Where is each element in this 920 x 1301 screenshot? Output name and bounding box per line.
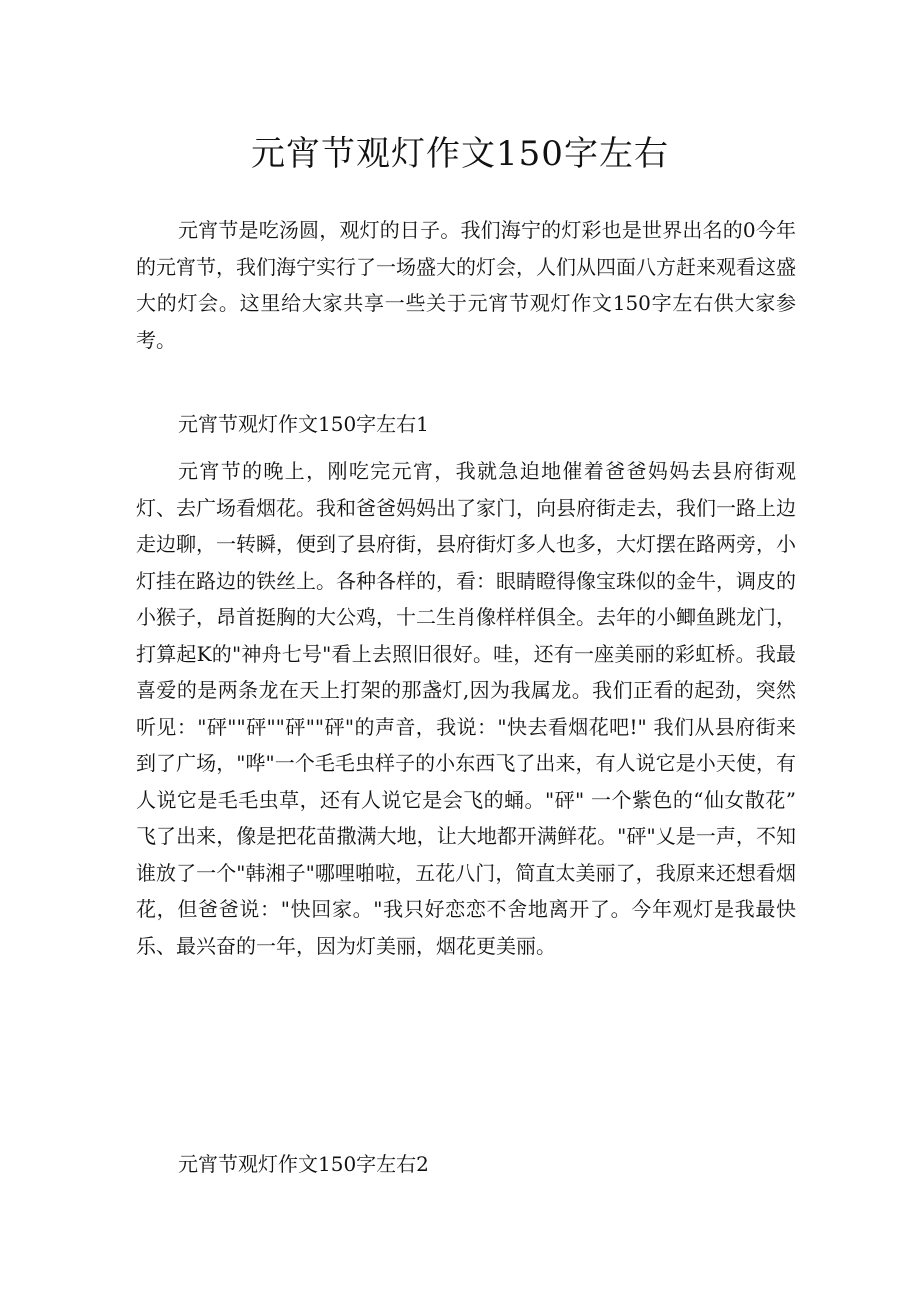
document-title: 元宵节观灯作文150字左右 [251,134,669,174]
section-heading-1: 元宵节观灯作文150字左右1 [178,412,429,436]
essay-1-paragraph: 元宵节的晚上，刚吃完元宵，我就急迫地催着爸爸妈妈去县府街观灯、去广场看烟花。我和爸爸妈妈出了家门，向县府街走去，我们一路上边走边聊，一转瞬，便到了县府街，县府街灯多人也多，大灯摆在路两旁，小灯挂在路边的铁丝上。各种各样的，看：眼睛瞪得像宝珠似的金牛，调皮的小猴子，昂首挺胸的大公鸡，十二生肖像样样俱全。去年的小鲫鱼跳龙门，打算起K的"神舟七号"看上去照旧很好。哇，还有一座美丽的彩虹桥。我最喜爱的是两条龙在天上打架的那盏灯,因为我属龙。我们正看的起劲，突然听见："砰""砰""砰""砰"的声音，我说："快去看烟花吧!" 我们从县府街来到了广场，"哗"一个毛毛虫样子的小东西飞了出来，有人说它是小天使，有人说它是毛毛虫草，还有人说它是会飞的蛹。"砰" 一个紫色的“仙女散花” 飞了出来，像是把花苗撒满大地，让大地都开满鲜花。"砰"乂是一声，不知谁放了一个"韩湘子"哪哩啪啦，五花八门，简直太美丽了，我原来还想看烟花，但爸爸说："快回家。"我只好恋恋不舍地离开了。今年观灯是我最快乐、最兴奋的一年，因为灯美丽，烟花更美丽。 [136,459,796,958]
section-heading-2: 元宵节观灯作文150字左右2 [178,1152,429,1176]
intro-paragraph: 元宵节是吃汤圆，观灯的日子。我们海宁的灯彩也是世界出名的0今年的元宵节，我们海宁实行了一场盛大的灯会，人们从四面八方赶来观看这盛大的灯会。这里给大家共享一些关于元宵节观灯作文150字左右供大家参考。 [136,218,796,352]
